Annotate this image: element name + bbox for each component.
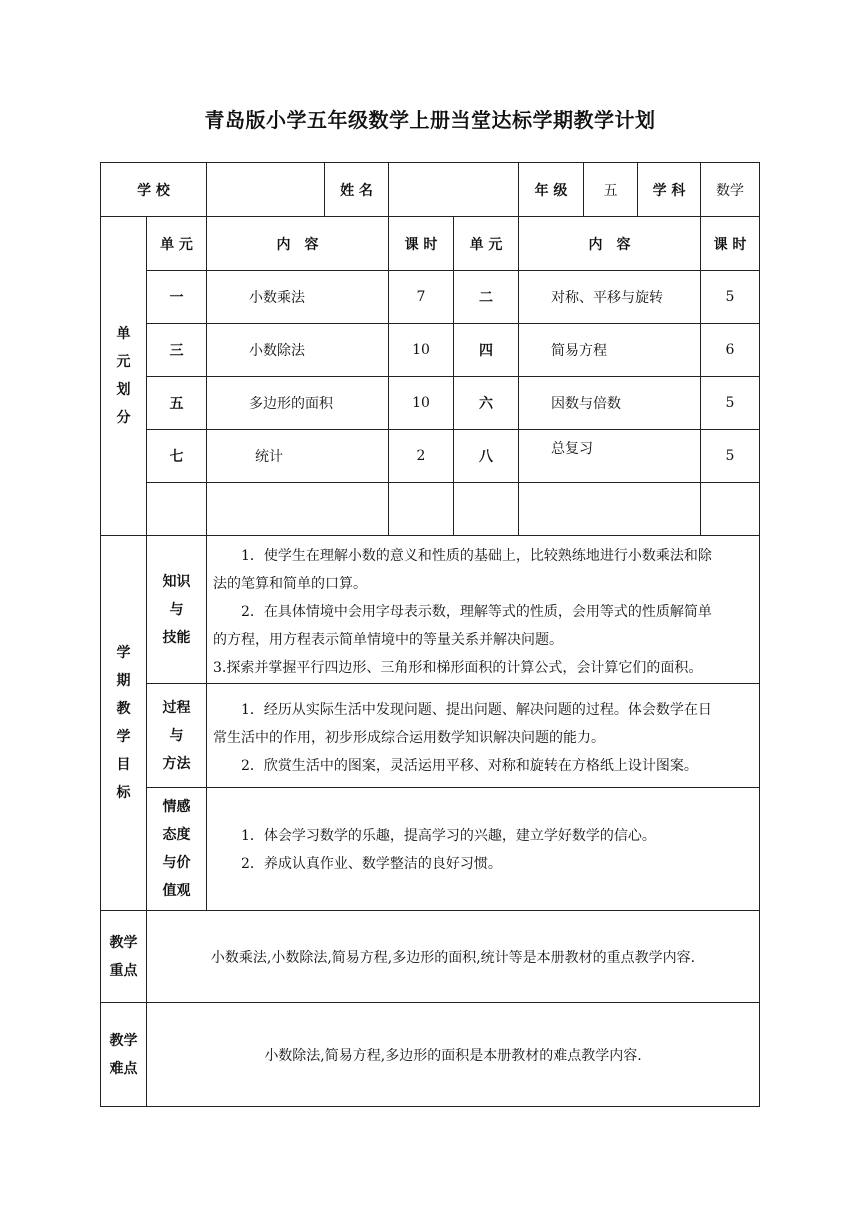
key-points-label: 教学 重点 (109, 934, 138, 979)
unit-content: 多边形的面积 (249, 396, 333, 412)
unit-content: 统计 (255, 449, 283, 465)
unit-number: 八 (479, 449, 493, 465)
semester-goals-label: 学 期 教 学 目 标 (116, 645, 131, 801)
school-value (207, 163, 324, 216)
process-method-text: 1．经历从实际生活中发现问题、提出问题、解决问题的过程。体会数学在日 常生活中的作用，初步形成综合运用数学知识解决问题的能力。 2．欣赏生活中的图案，灵活运用平移、对称和旋转在方格纸上设计图案。 (213, 702, 712, 774)
unit-number: 一 (169, 290, 184, 306)
unit-number: 五 (169, 396, 184, 412)
page-title: 青岛版小学五年级数学上册当堂达标学期教学计划 (204, 108, 656, 132)
unit-hours: 5 (725, 289, 735, 305)
emotion-attitude-text: 1．体会学习数学的乐趣，提高学习的兴趣，建立学好数学的信心。 2．养成认真作业、数学整洁的良好习惯。 (213, 828, 656, 872)
name-value (389, 163, 518, 216)
knowledge-skills-text: 1．使学生在理解小数的意义和性质的基础上，比较熟练地进行小数乘法和除 法的笔算和简单的口算。 2．在具体情境中会用字母表示数，理解等式的性质，会用等式的性质解简单 的方程，用方程表示简单情境中的等量关系并解决问题。 3.探索并掌握平行四边形、三角形和梯形面积的计算公式，会计算它们的面积。 (213, 548, 712, 676)
unit-content: 小数乘法 (249, 290, 305, 306)
unit-hours: 6 (725, 342, 735, 358)
content-header: 内 容 (588, 236, 631, 253)
knowledge-skills-label: 知识 与 技能 (162, 573, 191, 646)
key-points-text: 小数乘法,小数除法,简易方程,多边形的面积,统计等是本册教材的重点教学内容. (210, 949, 696, 966)
subject-value: 数学 (716, 182, 744, 199)
unit-hours: 2 (416, 448, 426, 464)
unit-header: 单 元 (469, 236, 503, 253)
subject-label: 学 科 (652, 182, 686, 199)
unit-content: 总复习 (551, 441, 593, 457)
school-label: 学 校 (137, 182, 170, 199)
hours-header: 课 时 (713, 236, 747, 253)
unit-content: 因数与倍数 (551, 396, 621, 412)
difficult-points-text: 小数除法,简易方程,多边形的面积是本册教材的难点教学内容. (264, 1047, 642, 1064)
unit-header: 单 元 (160, 236, 193, 253)
unit-division-label: 单 元 划 分 (116, 326, 131, 426)
unit-hours: 5 (725, 395, 735, 411)
emotion-attitude-label: 情感 态度 与价 值观 (162, 799, 191, 899)
name-label: 姓 名 (340, 182, 373, 199)
unit-hours: 10 (412, 342, 430, 358)
hours-header: 课 时 (404, 236, 438, 253)
unit-hours: 5 (725, 448, 735, 464)
unit-hours: 10 (412, 395, 430, 411)
process-method-label: 过程 与 方法 (162, 699, 191, 772)
grade-label: 年 级 (534, 182, 568, 199)
unit-content: 小数除法 (249, 343, 305, 359)
unit-hours: 7 (416, 289, 426, 305)
content-header: 内 容 (276, 236, 319, 253)
difficult-points-label: 教学 难点 (109, 1032, 138, 1077)
grade-value: 五 (603, 182, 618, 199)
unit-content: 简易方程 (551, 343, 607, 359)
unit-number: 六 (479, 396, 493, 412)
unit-number: 七 (169, 449, 184, 465)
unit-content: 对称、平移与旋转 (551, 290, 663, 306)
unit-number: 三 (169, 343, 184, 359)
unit-number: 二 (479, 290, 493, 306)
unit-number: 四 (479, 343, 493, 359)
